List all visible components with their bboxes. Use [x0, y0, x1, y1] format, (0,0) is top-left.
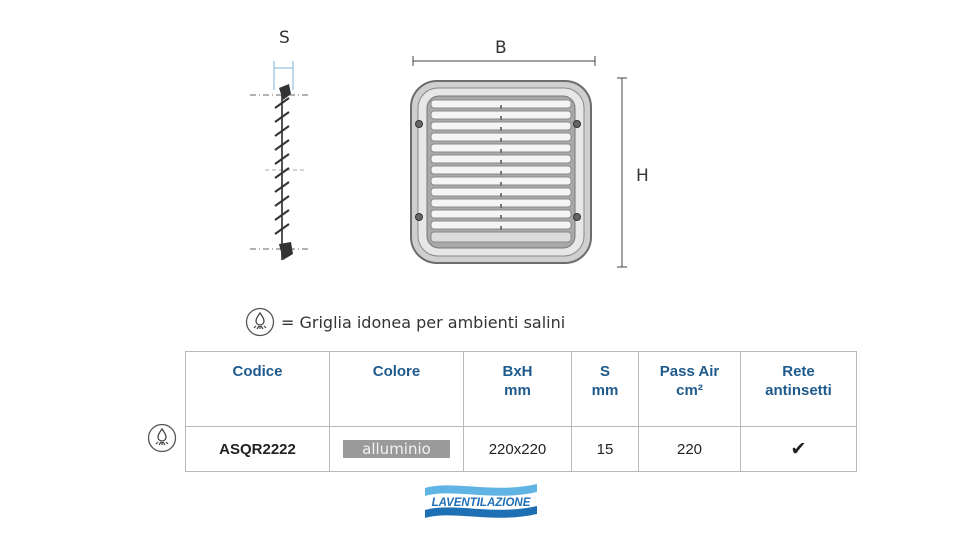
cell-rete: ✔ [741, 427, 857, 472]
dimension-label-s: S [279, 28, 290, 48]
cell-pass-air: 220 [639, 427, 741, 472]
table-row [186, 427, 857, 472]
legend-text: = Griglia idonea per ambienti salini [281, 312, 566, 332]
legend [245, 307, 565, 337]
front-view-drawing [405, 38, 649, 278]
spec-table [185, 351, 857, 472]
header-rete: Rete antinsetti [741, 352, 857, 427]
cell-bxh: 220x220 [464, 427, 572, 472]
dimension-label-h: H [636, 166, 649, 186]
profile-svg [245, 28, 325, 273]
row-saline-marker [147, 423, 177, 458]
header-bxh: BxH mm [464, 352, 572, 427]
side-profile-drawing [245, 28, 325, 278]
cell-s: 15 [572, 427, 639, 472]
header-colore: Colore [330, 352, 464, 427]
cell-codice: ASQR2222 [186, 427, 330, 472]
logo-text: LAVENTILAZIONE [431, 497, 531, 509]
table-header-row [186, 352, 857, 427]
brand-logo [423, 480, 539, 527]
cell-colore [330, 427, 464, 472]
saline-environment-icon [245, 307, 275, 337]
header-pass-air: Pass Air cm² [639, 352, 741, 427]
dimension-label-b: B [495, 38, 507, 58]
grille-svg [405, 38, 635, 273]
header-codice: Codice [186, 352, 330, 427]
color-swatch: alluminio [343, 440, 450, 458]
saline-environment-icon [147, 423, 177, 453]
logo-svg [423, 480, 539, 522]
header-s: S mm [572, 352, 639, 427]
